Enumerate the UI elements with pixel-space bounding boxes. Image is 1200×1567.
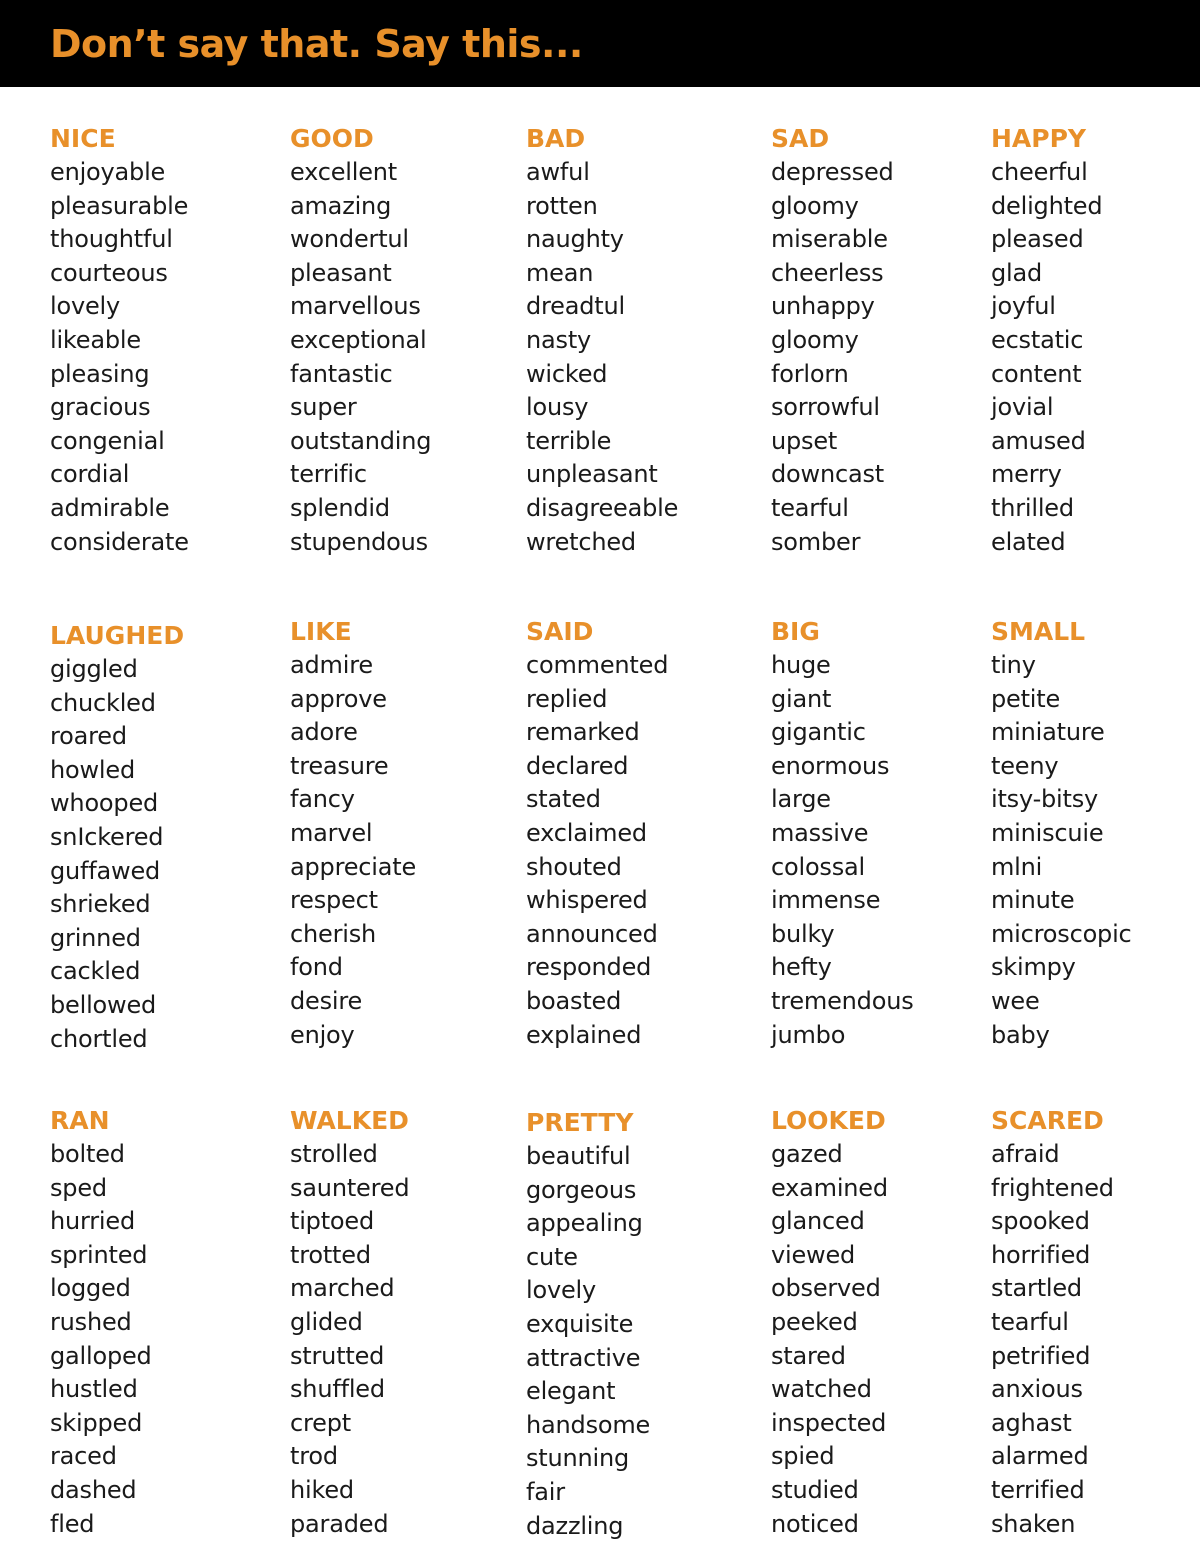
synonym-word: cherish <box>290 919 377 948</box>
synonym-word: elegant <box>526 1377 616 1406</box>
synonym-word: attractive <box>526 1343 641 1372</box>
synonym-word: marvel <box>290 818 373 847</box>
synonym-word: jovial <box>991 393 1054 422</box>
synonym-word: galloped <box>50 1341 152 1370</box>
synonym-word: cordial <box>50 460 130 489</box>
group-title: LIKE <box>290 617 352 646</box>
synonym-word: alarmed <box>991 1442 1089 1471</box>
synonym-word: tiptoed <box>290 1207 375 1236</box>
synonym-word: gloomy <box>771 191 859 220</box>
synonym-word: gloomy <box>771 325 859 354</box>
synonym-word: amused <box>991 426 1086 455</box>
synonym-list <box>290 649 416 1052</box>
synonym-word: stared <box>771 1341 846 1370</box>
synonym-word: gazed <box>771 1140 843 1168</box>
synonym-word: cheerful <box>991 158 1088 186</box>
word-group-good <box>290 122 431 559</box>
synonym-word: rushed <box>50 1307 132 1336</box>
synonym-word: bulky <box>771 919 835 948</box>
synonym-word: cheerless <box>771 258 884 287</box>
synonym-word: petrified <box>991 1341 1091 1370</box>
synonym-word: treasure <box>290 751 389 780</box>
synonym-word: tearful <box>771 493 849 522</box>
synonym-word: shaken <box>991 1509 1076 1538</box>
synonym-word: pleasing <box>50 359 150 388</box>
synonym-word: roared <box>50 722 127 751</box>
synonym-word: delighted <box>991 191 1103 220</box>
group-title: HAPPY <box>991 124 1087 153</box>
synonym-word: hiked <box>290 1475 354 1504</box>
synonym-word: afraid <box>991 1140 1060 1168</box>
synonym-word: forlorn <box>771 359 849 388</box>
synonym-word: nasty <box>526 325 592 354</box>
synonym-word: awful <box>526 158 590 186</box>
synonym-word: glided <box>290 1307 363 1336</box>
group-title: PRETTY <box>526 1108 634 1137</box>
synonym-word: remarked <box>526 718 640 747</box>
synonym-word: lovely <box>526 1276 596 1305</box>
synonym-word: thrilled <box>991 493 1074 522</box>
synonym-word: itsy-bitsy <box>991 785 1099 814</box>
synonym-word: dazzling <box>526 1511 624 1540</box>
synonym-word: fancy <box>290 785 355 814</box>
synonym-list <box>50 1138 152 1541</box>
synonym-word: chortled <box>50 1024 148 1053</box>
synonym-word: gracious <box>50 393 151 422</box>
synonym-word: stunning <box>526 1444 630 1473</box>
synonym-word: terrific <box>290 460 367 489</box>
synonym-word: super <box>290 393 357 422</box>
synonym-list <box>290 1138 409 1541</box>
synonym-word: cackled <box>50 957 141 986</box>
synonym-word: declared <box>526 751 629 780</box>
synonym-word: desire <box>290 986 363 1015</box>
synonym-word: jumbo <box>771 1020 846 1049</box>
synonym-word: baby <box>991 1020 1050 1049</box>
synonym-word: logged <box>50 1274 131 1303</box>
synonym-word: beautiful <box>526 1142 631 1170</box>
synonym-list <box>50 653 184 1056</box>
synonym-word: tiny <box>991 651 1036 679</box>
synonym-word: wretched <box>526 527 636 556</box>
word-group-sad <box>771 122 894 559</box>
synonym-word: watched <box>771 1375 872 1404</box>
word-group-ran <box>50 1104 152 1541</box>
page-title: Don’t say that. Say this... <box>50 22 583 66</box>
synonym-word: spooked <box>991 1207 1090 1236</box>
synonym-word: examined <box>771 1173 888 1202</box>
synonym-word: shuffled <box>290 1375 385 1404</box>
group-title: LOOKED <box>771 1106 886 1135</box>
synonym-word: mean <box>526 258 594 287</box>
synonym-word: wicked <box>526 359 608 388</box>
synonym-word: skipped <box>50 1408 143 1437</box>
synonym-word: amazing <box>290 191 392 220</box>
synonym-word: cute <box>526 1242 578 1271</box>
synonym-word: immense <box>771 886 881 915</box>
synonym-word: unpleasant <box>526 460 658 489</box>
synonym-word: guffawed <box>50 856 161 885</box>
word-group-small <box>991 615 1132 1052</box>
synonym-word: handsome <box>526 1410 651 1439</box>
synonym-word: sauntered <box>290 1173 410 1202</box>
synonym-word: merry <box>991 460 1062 489</box>
synonym-word: hustled <box>50 1375 138 1404</box>
synonym-word: considerate <box>50 527 189 556</box>
synonym-word: tearful <box>991 1307 1069 1336</box>
synonym-word: stated <box>526 785 601 814</box>
synonym-word: ecstatic <box>991 325 1084 354</box>
synonym-word: lovely <box>50 292 120 321</box>
synonym-word: pleasurable <box>50 191 189 220</box>
synonym-word: noticed <box>771 1509 859 1538</box>
synonym-word: outstanding <box>290 426 432 455</box>
synonym-word: frightened <box>991 1173 1114 1202</box>
synonym-word: wee <box>991 986 1040 1015</box>
synonym-word: studied <box>771 1475 859 1504</box>
synonym-word: crept <box>290 1408 351 1437</box>
synonym-list <box>771 156 894 559</box>
synonym-word: startled <box>991 1274 1082 1303</box>
synonym-list <box>991 156 1102 559</box>
synonym-word: dashed <box>50 1475 137 1504</box>
synonym-word: bolted <box>50 1140 125 1168</box>
synonym-word: terrible <box>526 426 612 455</box>
synonym-word: horrified <box>991 1240 1091 1269</box>
synonym-word: dreadtul <box>526 292 625 321</box>
synonym-word: exceptional <box>290 325 427 354</box>
word-group-walked <box>290 1104 409 1541</box>
word-group-looked <box>771 1104 888 1541</box>
synonym-word: miserable <box>771 225 888 254</box>
synonym-word: stupendous <box>290 527 428 556</box>
word-group-bad <box>526 122 678 559</box>
synonym-list <box>771 1138 888 1541</box>
synonym-word: marched <box>290 1274 395 1303</box>
synonym-word: miniscuie <box>991 818 1104 847</box>
synonym-word: strolled <box>290 1140 378 1168</box>
synonym-word: strutted <box>290 1341 385 1370</box>
word-group-happy <box>991 122 1102 559</box>
synonym-word: paraded <box>290 1509 389 1538</box>
synonym-word: enjoy <box>290 1020 355 1049</box>
word-group-pretty <box>526 1106 650 1543</box>
synonym-word: glad <box>991 258 1043 287</box>
synonym-word: skimpy <box>991 953 1076 982</box>
synonym-word: shouted <box>526 852 622 881</box>
synonym-word: thoughtful <box>50 225 173 254</box>
synonym-word: fled <box>50 1509 95 1538</box>
synonym-word: depressed <box>771 158 894 186</box>
synonym-word: huge <box>771 651 831 679</box>
synonym-word: replied <box>526 684 608 713</box>
synonym-list <box>991 649 1132 1052</box>
synonym-word: bellowed <box>50 990 157 1019</box>
synonym-word: tremendous <box>771 986 914 1015</box>
synonym-word: massive <box>771 818 869 847</box>
group-title: BIG <box>771 617 820 646</box>
synonym-word: explained <box>526 1020 642 1049</box>
synonym-word: likeable <box>50 325 141 354</box>
synonym-list <box>771 649 914 1052</box>
synonym-list <box>526 156 678 559</box>
synonym-word: hurried <box>50 1207 136 1236</box>
synonym-word: sped <box>50 1173 107 1202</box>
synonym-word: announced <box>526 919 658 948</box>
synonym-word: wondertul <box>290 225 409 254</box>
synonym-word: teeny <box>991 751 1059 780</box>
synonym-word: miniature <box>991 718 1105 747</box>
word-group-nice <box>50 122 189 559</box>
synonym-word: adore <box>290 718 358 747</box>
synonym-word: trod <box>290 1442 338 1471</box>
synonym-word: howled <box>50 755 135 784</box>
synonym-word: pleased <box>991 225 1084 254</box>
synonym-word: commented <box>526 651 669 679</box>
synonym-word: grinned <box>50 923 141 952</box>
word-group-said <box>526 615 668 1052</box>
group-title: SAID <box>526 617 594 646</box>
synonym-word: marvellous <box>290 292 421 321</box>
synonym-list <box>50 156 189 559</box>
group-title: RAN <box>50 1106 110 1135</box>
group-title: LAUGHED <box>50 621 185 650</box>
synonym-word: gorgeous <box>526 1175 637 1204</box>
word-group-scared <box>991 1104 1114 1541</box>
synonym-word: peeked <box>771 1307 858 1336</box>
synonym-word: terrified <box>991 1475 1085 1504</box>
synonym-word: naughty <box>526 225 624 254</box>
synonym-word: petite <box>991 684 1061 713</box>
synonym-word: mlni <box>991 852 1043 881</box>
synonym-word: fair <box>526 1477 565 1506</box>
synonym-word: minute <box>991 886 1075 915</box>
group-title: BAD <box>526 124 586 153</box>
synonym-word: joyful <box>991 292 1056 321</box>
synonym-word: hefty <box>771 953 832 982</box>
synonym-word: inspected <box>771 1408 887 1437</box>
word-group-like <box>290 615 416 1052</box>
synonym-word: admirable <box>50 493 170 522</box>
synonym-word: raced <box>50 1442 117 1471</box>
group-title: NICE <box>50 124 116 153</box>
synonym-word: excellent <box>290 158 398 186</box>
group-title: SAD <box>771 124 830 153</box>
synonym-word: rotten <box>526 191 598 220</box>
synonym-word: gigantic <box>771 718 866 747</box>
synonym-word: whispered <box>526 886 648 915</box>
synonym-word: boasted <box>526 986 622 1015</box>
synonym-word: fantastic <box>290 359 393 388</box>
synonym-word: respect <box>290 886 378 915</box>
synonym-word: chuckled <box>50 688 156 717</box>
synonym-word: fond <box>290 953 343 982</box>
synonym-word: exclaimed <box>526 818 647 847</box>
synonym-word: exquisite <box>526 1309 634 1338</box>
synonym-word: pleasant <box>290 258 392 287</box>
group-title: GOOD <box>290 124 374 153</box>
synonym-word: content <box>991 359 1082 388</box>
synonym-word: spied <box>771 1442 835 1471</box>
synonym-list <box>290 156 431 559</box>
synonym-word: appreciate <box>290 852 417 881</box>
group-title: SMALL <box>991 617 1086 646</box>
synonym-word: giggled <box>50 655 138 683</box>
word-group-big <box>771 615 914 1052</box>
synonym-word: somber <box>771 527 861 556</box>
word-group-laughed <box>50 619 184 1056</box>
synonym-list <box>526 1140 650 1543</box>
synonym-word: lousy <box>526 393 589 422</box>
synonym-word: trotted <box>290 1240 371 1269</box>
synonym-word: large <box>771 785 831 814</box>
synonym-word: elated <box>991 527 1066 556</box>
synonym-word: courteous <box>50 258 168 287</box>
synonym-word: aghast <box>991 1408 1072 1437</box>
synonym-list <box>526 649 668 1052</box>
synonym-word: disagreeable <box>526 493 679 522</box>
synonym-list <box>991 1138 1114 1541</box>
synonym-word: whooped <box>50 789 159 818</box>
synonym-word: colossal <box>771 852 866 881</box>
synonym-word: enjoyable <box>50 158 166 186</box>
synonym-word: unhappy <box>771 292 875 321</box>
synonym-word: observed <box>771 1274 881 1303</box>
synonym-word: upset <box>771 426 838 455</box>
synonym-word: giant <box>771 684 832 713</box>
synonym-word: snIckered <box>50 822 164 851</box>
synonym-word: approve <box>290 684 387 713</box>
synonym-word: sorrowful <box>771 393 880 422</box>
synonym-word: admire <box>290 651 373 679</box>
synonym-word: downcast <box>771 460 884 489</box>
synonym-word: congenial <box>50 426 165 455</box>
synonym-word: appealing <box>526 1209 643 1238</box>
synonym-word: viewed <box>771 1240 856 1269</box>
header-banner <box>0 0 1200 87</box>
synonym-word: responded <box>526 953 652 982</box>
synonym-word: glanced <box>771 1207 865 1236</box>
group-title: SCARED <box>991 1106 1104 1135</box>
synonym-word: splendid <box>290 493 390 522</box>
synonym-word: shrieked <box>50 890 151 919</box>
synonym-word: microscopic <box>991 919 1132 948</box>
synonym-word: enormous <box>771 751 890 780</box>
synonym-word: anxious <box>991 1375 1083 1404</box>
group-title: WALKED <box>290 1106 409 1135</box>
synonym-word: sprinted <box>50 1240 148 1269</box>
